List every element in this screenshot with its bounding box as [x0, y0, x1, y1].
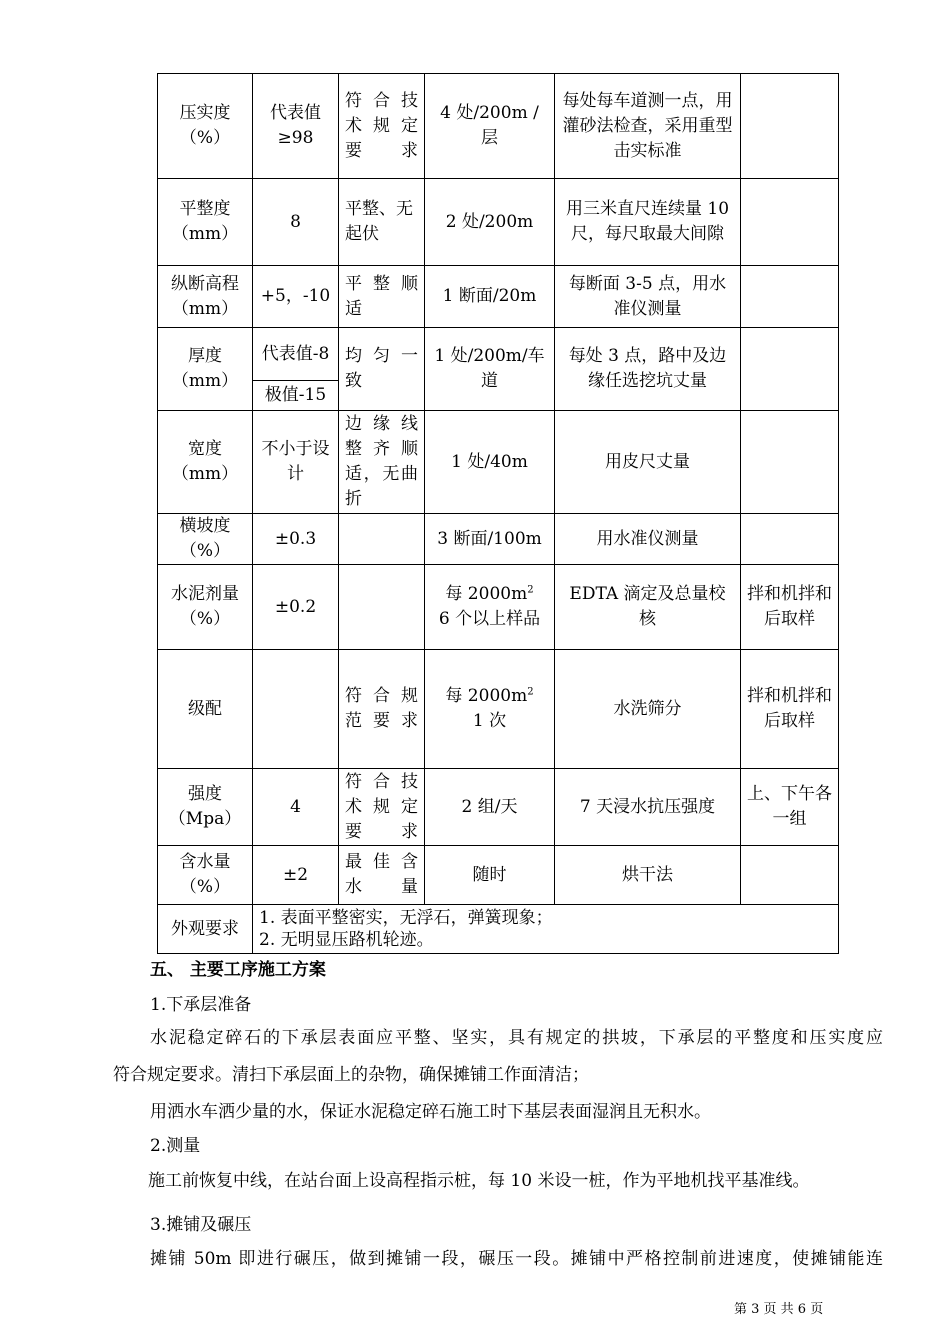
frequency-cell: 1 处/200m/车道 [425, 328, 555, 411]
item-cell: 压实度 （%） [158, 74, 253, 179]
item-cell: 宽度 （mm） [158, 411, 253, 514]
paragraph-paving: 摊铺 50m 即进行碾压，做到摊铺一段，碾压一段。摊铺中严格控制前进速度，使摊铺能连 [150, 1249, 883, 1269]
value-cell: ±0.3 [253, 514, 339, 565]
value-cell: 代表值-8 [253, 328, 339, 381]
table-row [158, 74, 839, 179]
page-footer: 第 3 页 共 6 页 [734, 1302, 824, 1317]
requirement-cell: 均 匀 一致 [339, 328, 425, 411]
section-title: 五、 主要工序施工方案 [150, 960, 326, 980]
inspection-table [157, 73, 839, 954]
paragraph-base-prep-line2: 符合规定要求。清扫下承层面上的杂物，确保摊铺工作面清洁； [113, 1065, 589, 1085]
table-row [158, 905, 839, 954]
subheading-base-prep: 1.下承层准备 [150, 995, 252, 1015]
value-cell: 极值-15 [253, 381, 339, 411]
value-cell: ±2 [253, 846, 339, 905]
table-row [158, 266, 839, 328]
requirement-cell [339, 514, 425, 565]
table-row [158, 650, 839, 769]
table-row [158, 846, 839, 905]
table-row [158, 514, 839, 565]
table-row [158, 411, 839, 514]
method-cell: 每处每车道测一点，用灌砂法检查，采用重型击实标准 [555, 74, 741, 179]
note-cell [741, 266, 839, 328]
item-cell: 纵断高程 （mm） [158, 266, 253, 328]
value-cell: 不小于设计 [253, 411, 339, 514]
note-cell [741, 846, 839, 905]
value-cell: 代表值≥98 [253, 74, 339, 179]
frequency-cell: 每 $2000m^2$ 1 次 [425, 650, 555, 769]
requirement-cell: 最 佳 含水量 [339, 846, 425, 905]
item-cell: 含水量 （%） [158, 846, 253, 905]
note-cell: 上、下午各一组 [741, 769, 839, 846]
value-cell: +5，-10 [253, 266, 339, 328]
method-cell: 用水准仪测量 [555, 514, 741, 565]
frequency-cell: 1 断面/20m [425, 266, 555, 328]
value-cell [253, 650, 339, 769]
method-cell: 水洗筛分 [555, 650, 741, 769]
subheading-survey: 2.测量 [150, 1136, 201, 1156]
item-cell: 强度 （Mpa） [158, 769, 253, 846]
subheading-paving: 3.摊铺及碾压 [150, 1215, 252, 1235]
item-cell: 水泥剂量 （%） [158, 565, 253, 650]
requirement-cell: 边 缘 线整 齐 顺适，无曲折 [339, 411, 425, 514]
value-cell: ±0.2 [253, 565, 339, 650]
method-cell: 烘干法 [555, 846, 741, 905]
value-cell: 8 [253, 179, 339, 266]
requirement-cell: 符 合 规范要求 [339, 650, 425, 769]
note-cell [741, 74, 839, 179]
frequency-cell: 2 处/200m [425, 179, 555, 266]
method-cell: 每断面 3-5 点，用水准仪测量 [555, 266, 741, 328]
item-cell: 横坡度 （%） [158, 514, 253, 565]
item-cell: 级配 [158, 650, 253, 769]
method-cell: 用皮尺丈量 [555, 411, 741, 514]
requirement-cell: 符 合 技 术 规 定 要求 [339, 769, 425, 846]
frequency-cell: 3 断面/100m [425, 514, 555, 565]
frequency-cell: 4 处/200m / 层 [425, 74, 555, 179]
method-cell: 用三米直尺连续量 10 尺，每尺取最大间隙 [555, 179, 741, 266]
paragraph-base-prep-line1: 水泥稳定碎石的下承层表面应平整、坚实，具有规定的拱坡，下承层的平整度和压实度应 [150, 1028, 883, 1048]
paragraph-survey: 施工前恢复中线，在站台面上设高程指示桩，每 10 米设一桩，作为平地机找平基准线。 [148, 1171, 810, 1191]
note-cell [741, 411, 839, 514]
requirement-cell: 符 合 技 术 规 定 要求 [339, 74, 425, 179]
table-row [158, 179, 839, 266]
item-cell: 平整度 （mm） [158, 179, 253, 266]
frequency-cell: 2 组/天 [425, 769, 555, 846]
note-cell [741, 179, 839, 266]
requirement-cell [339, 565, 425, 650]
table-row [158, 328, 839, 381]
requirement-cell: 平 整 顺适 [339, 266, 425, 328]
method-cell: EDTA 滴定及总量校核 [555, 565, 741, 650]
note-cell [741, 328, 839, 411]
method-cell: 每处 3 点，路中及边缘任选挖坑丈量 [555, 328, 741, 411]
requirement-cell: 平整、无起伏 [339, 179, 425, 266]
frequency-cell: 随时 [425, 846, 555, 905]
frequency-cell: 1 处/40m [425, 411, 555, 514]
table-row [158, 565, 839, 650]
frequency-cell: 每 $2000m^2$ 6 个以上样品 [425, 565, 555, 650]
appearance-label: 外观要求 [158, 905, 253, 954]
note-cell [741, 514, 839, 565]
item-cell: 厚度 （mm） [158, 328, 253, 411]
note-cell: 拌和机拌和后取样 [741, 565, 839, 650]
appearance-requirements: 1. 表面平整密实，无浮石，弹簧现象； 2. 无明显压路机轮迹。 [253, 905, 839, 954]
note-cell: 拌和机拌和后取样 [741, 650, 839, 769]
value-cell: 4 [253, 769, 339, 846]
paragraph-watering: 用洒水车洒少量的水，保证水泥稳定碎石施工时下基层表面湿润且无积水。 [150, 1102, 711, 1122]
method-cell: 7 天浸水抗压强度 [555, 769, 741, 846]
table-row [158, 769, 839, 846]
